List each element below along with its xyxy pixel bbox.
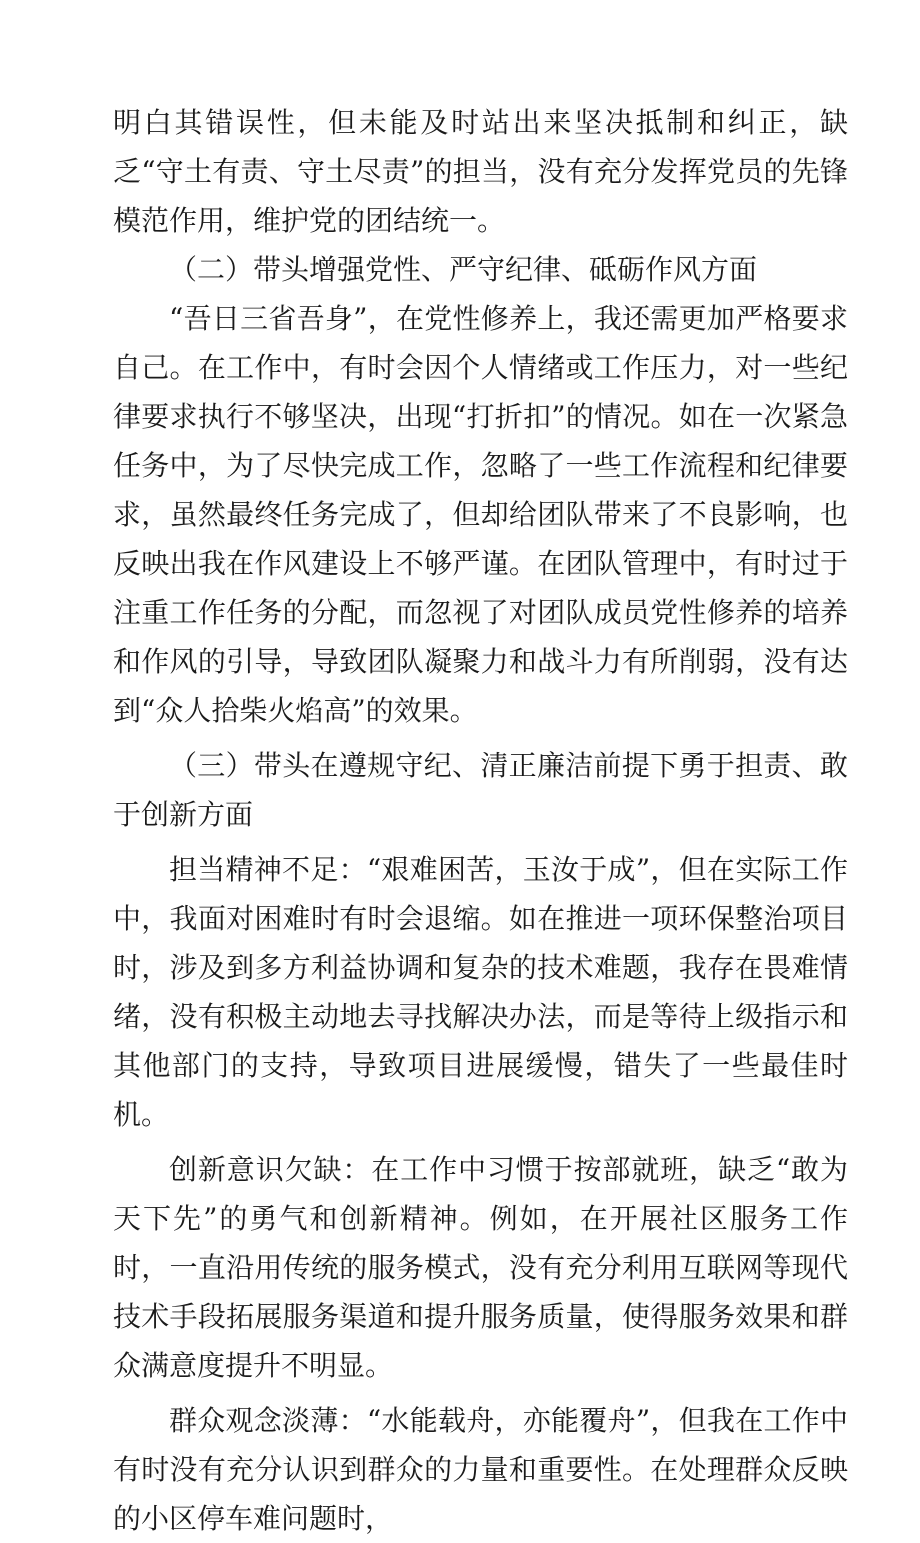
section-heading-3: （三）带头在遵规守纪、清正廉洁前提下勇于担责、敢于创新方面 [113, 749, 848, 831]
section-heading-2: （二）带头增强党性、严守纪律、砥砺作风方面 [169, 253, 758, 286]
paragraph-mass-line: 群众观念淡薄：“水能载舟，亦能覆舟”，但我在工作中有时没有充分认识到群众的力量和重要性。在处理群众反映的小区停车难问题时， [113, 1404, 848, 1535]
document-body [113, 98, 848, 1543]
paragraph-responsibility: 担当精神不足：“艰难困苦，玉汝于成”，但在实际工作中，我面对困难时有时会退缩。如在推进一项环保整治项目时，涉及到多方利益协调和复杂的技术难题，我存在畏难情绪，没有积极主动地去寻找解决办法，而是等待上级指示和其他部门的支持，导致项目进展缓慢，错失了一些最佳时机。 [113, 853, 848, 1131]
paragraph-innovation: 创新意识欠缺：在工作中习惯于按部就班，缺乏“敢为天下先”的勇气和创新精神。例如，在开展社区服务工作时，一直沿用传统的服务模式，没有充分利用互联网等现代技术手段拓展服务渠道和提升服务质量，使得服务效果和群众满意度提升不明显。 [113, 1153, 848, 1382]
paragraph-continuation: 明白其错误性，但未能及时站出来坚决抵制和纠正，缺乏“守土有责、守土尽责”的担当，没有充分发挥党员的先锋模范作用，维护党的团结统一。 [113, 106, 848, 237]
paragraph-party-spirit: “吾日三省吾身”，在党性修养上，我还需更加严格要求自己。在工作中，有时会因个人情绪或工作压力，对一些纪律要求执行不够坚决，出现“打折扣”的情况。如在一次紧急任务中，为了尽快完成工作，忽略了一些工作流程和纪律要求，虽然最终任务完成了，但却给团队带来了不良影响，也反映出我在作风建设上不够严谨。在团队管理中，有时过于注重工作任务的分配，而忽视了对团队成员党性修养的培养和作风的引导，导致团队凝聚力和战斗力有所削弱，没有达到“众人拾柴火焰高”的效果。 [113, 302, 848, 727]
